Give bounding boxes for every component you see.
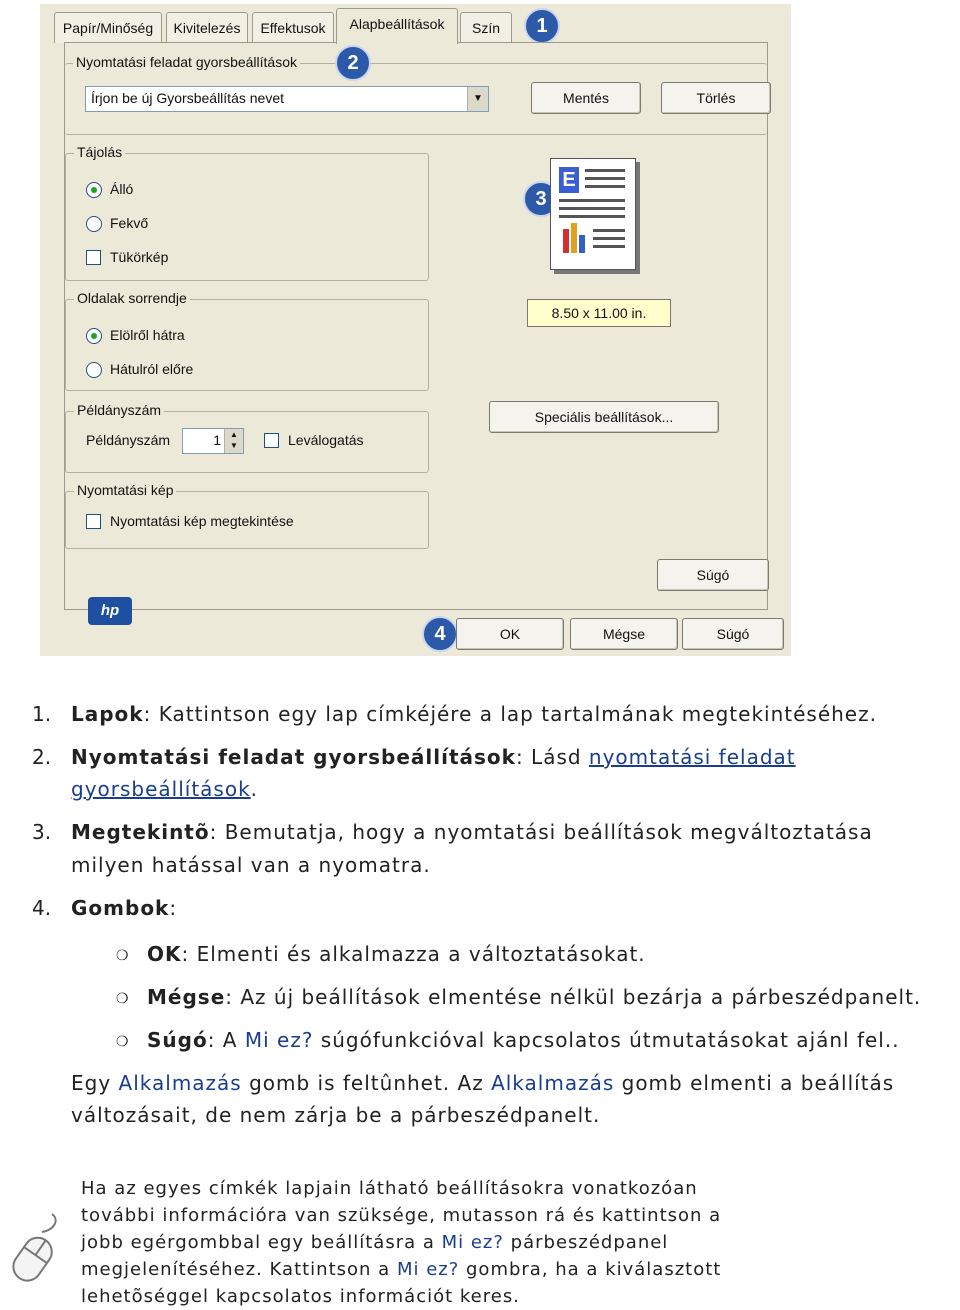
print-preview-title: Nyomtatási kép [74,482,176,498]
printer-properties-dialog [40,4,791,656]
footer-help-button[interactable]: Súgó [682,618,784,650]
whats-this-link[interactable]: Mi ez? [244,1028,314,1052]
spin-arrows-icon[interactable]: ▲ ▼ [224,429,243,453]
advanced-features-button[interactable]: Speciális beállítások... [489,401,719,433]
list-item-preview [71,820,873,844]
cancel-button[interactable]: Mégse [570,618,678,650]
hp-logo: hp [88,597,132,625]
whats-this-link[interactable]: Mi ez? [396,1259,460,1280]
landscape-label: Fekvő [110,215,149,231]
chart-bar-icon [571,223,577,253]
text: gomb elmenti a beállítás [614,1071,895,1095]
apply-link[interactable]: Alkalmazás [118,1071,242,1095]
list-item-quicksets [71,745,796,769]
list-item-quicksets-cont [71,777,258,801]
term: Nyomtatási feladat gyorsbeállítások [71,745,516,769]
mirror-checkbox[interactable] [86,250,101,265]
print-preview-checkbox[interactable] [86,514,101,529]
description: : Elmenti és alkalmazza a változtatásokat. [181,942,646,966]
chart-bar-icon [563,229,569,253]
print-preview-group [65,482,429,549]
callout-2: 2 [335,45,371,81]
sub-item-ok [147,942,646,966]
page-order-group [65,290,429,391]
sub-item-cancel [147,985,921,1009]
ok-button[interactable]: OK [456,618,564,650]
list-item-tabs [71,702,877,726]
list-number: 1. [32,702,52,726]
text: gombra, ha a kiválasztott [459,1259,722,1280]
callout-4: 4 [422,616,458,652]
term: Megtekintõ [71,820,210,844]
text: gomb is feltûnhet. Az [241,1071,492,1095]
apply-paragraph [71,1071,894,1095]
print-preview-label: Nyomtatási kép megtekintése [110,513,294,529]
apply-link[interactable]: Alkalmazás [491,1071,615,1095]
portrait-label: Álló [110,181,134,197]
description-cont: milyen hatással van a nyomatra. [71,853,431,877]
description: : Lásd [515,745,589,769]
page-preview [550,158,636,270]
front-to-back-radio[interactable] [86,328,102,344]
paper-size-display: 8.50 x 11.00 in. [527,299,671,327]
bullet-icon: ❍ [116,1034,129,1050]
text: jobb egérgombbal egy beállításra a [81,1232,442,1253]
term: Gombok [71,896,170,920]
collate-checkbox[interactable] [264,433,279,448]
sub-item-help [147,1028,900,1052]
landscape-radio[interactable] [86,216,102,232]
portrait-radio[interactable] [86,182,102,198]
note-line [81,1232,668,1253]
back-to-front-label: Hátulról előre [110,361,194,377]
description: súgófunkcióval kapcsolatos útmutatásokat ajánl fel.. [313,1028,900,1052]
note-line: további információra van szüksége, mutasson rá és kattintson a [81,1205,722,1226]
tab-panel [64,42,768,619]
copies-label: Példányszám [86,432,171,448]
document-letter-icon: E [559,167,579,193]
quickset-name-input[interactable]: Írjon be új Gyorsbeállítás nevet [91,90,284,106]
copies-stepper[interactable] [182,428,244,454]
mirror-label: Tükörkép [110,249,169,265]
list-item-buttons [71,896,177,920]
quicksets-link[interactable]: nyomtatási feladat [588,745,796,769]
tab-basics[interactable]: Alapbeállítások [336,8,458,44]
note-line: Ha az egyes címkék lapjain látható beállításokra vonatkozóan [81,1178,698,1199]
chevron-down-icon[interactable]: ▼ [467,87,488,111]
description: : Az új beállítások elmentése nélkül bezárja a párbeszédpanelt. [225,985,922,1009]
punctuation: . [250,777,259,801]
description: : Kattintson egy lap címkéjére a lap tartalmának megtekintéséhez. [143,702,877,726]
list-number: 2. [32,745,52,769]
delete-button[interactable]: Törlés [661,82,771,114]
copies-title: Példányszám [74,402,164,418]
copies-group [65,402,429,473]
tab-paper-quality[interactable]: Papír/Minőség [54,12,162,43]
front-to-back-label: Elölről hátra [110,327,185,343]
quicksets-title: Nyomtatási feladat gyorsbeállítások [73,54,300,70]
term: Lapok [71,702,144,726]
help-button[interactable]: Súgó [657,559,769,591]
term: Súgó [147,1028,208,1052]
collate-label: Leválogatás [288,432,364,448]
note-line: lehetõséggel kapcsolatos információt keres. [81,1286,520,1307]
page-order-title: Oldalak sorrendje [74,290,190,306]
quicksets-link[interactable]: gyorsbeállítások [71,777,251,801]
text: párbeszédpanel [503,1232,669,1253]
tab-finishing[interactable]: Kivitelezés [166,12,248,43]
description: : Bemutatja, hogy a nyomtatási beállítások megváltoztatása [209,820,873,844]
orientation-title: Tájolás [74,144,125,160]
orientation-group [65,144,429,281]
list-number: 4. [32,896,52,920]
chart-bar-icon [579,235,585,253]
term: Mégse [147,985,226,1009]
callout-1: 1 [524,8,560,44]
back-to-front-radio[interactable] [86,362,102,378]
text: megjelenítéséhez. Kattintson a [81,1259,397,1280]
description: : A [207,1028,245,1052]
whats-this-link[interactable]: Mi ez? [441,1232,504,1253]
note-line [81,1259,721,1280]
callout-3: 3 [523,181,559,217]
tab-effects[interactable]: Effektusok [252,12,334,43]
mouse-icon [2,1210,66,1290]
save-button[interactable]: Mentés [531,82,641,114]
description: : [169,896,178,920]
text: Egy [71,1071,119,1095]
bullet-icon: ❍ [116,991,129,1007]
tab-color[interactable]: Szín [460,12,512,43]
copies-value[interactable]: 1 [213,432,221,448]
term: OK [147,942,182,966]
list-number: 3. [32,820,52,844]
quicksets-group [65,54,767,135]
quickset-name-combo[interactable] [85,86,489,112]
bullet-icon: ❍ [116,948,129,964]
apply-paragraph-cont: változásait, de nem zárja be a párbeszédpanelt. [71,1103,601,1127]
